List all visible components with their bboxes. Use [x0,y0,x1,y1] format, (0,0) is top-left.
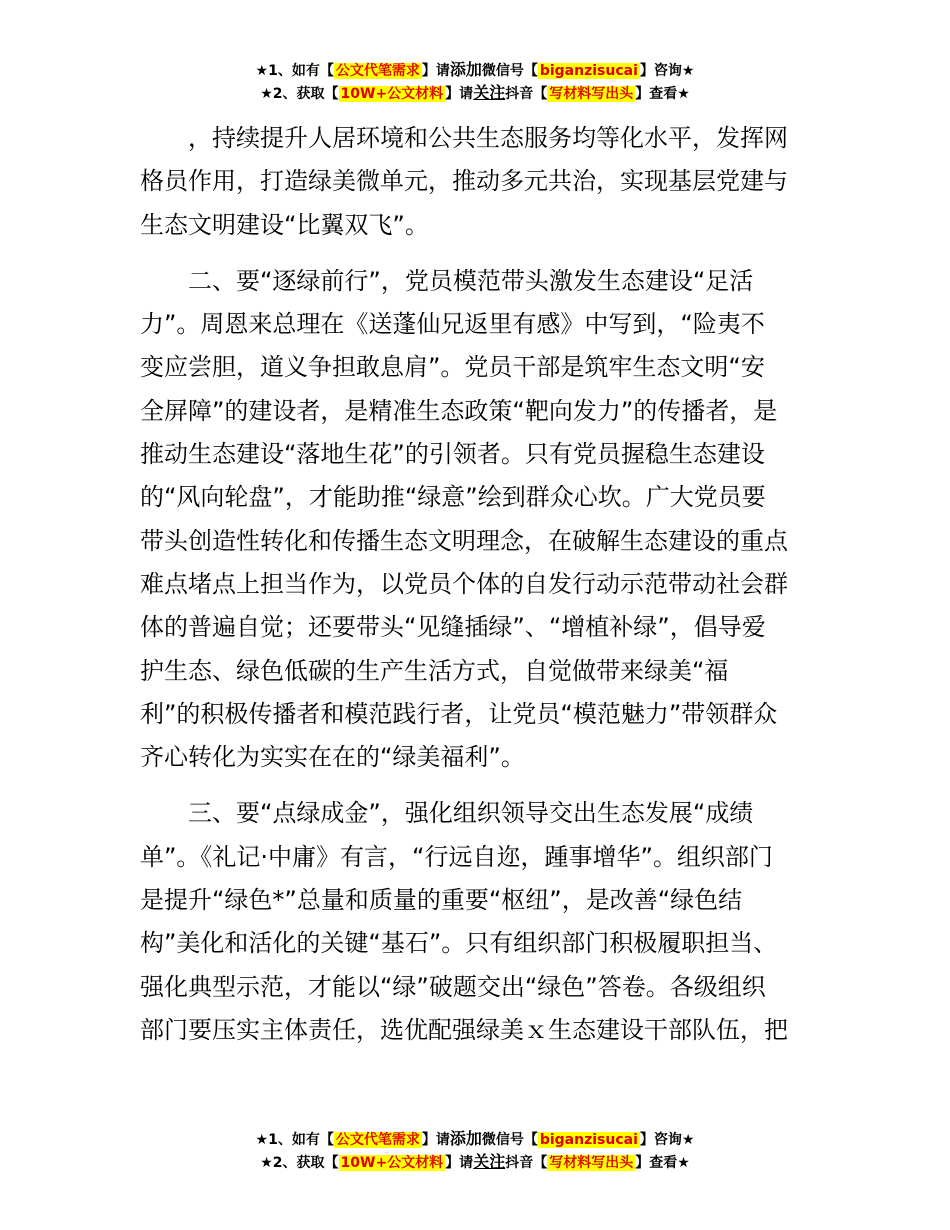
footer-text: ★2、获取【 [260,1155,339,1171]
text-line: ，持续提升人居环境和公共生态服务均等化水平，发挥网 [188,124,788,152]
highlight-wechat-id: biganzisucai [539,1132,638,1148]
paragraph-2 [140,260,812,780]
text-line: 带头创造性转化和传播生态文明理念，在破解生态建设的重点 [140,526,788,555]
header-text: 】请 [421,63,450,79]
footer-text: 抖音【 [505,1155,548,1171]
text-line: 利”的积极传播者和模范践行者，让党员“模范魅力”带领群众 [140,699,778,728]
header-text: ★2、获取【 [260,86,339,102]
footer-line-1 [0,1128,950,1151]
highlight-service: 公文代笔需求 [335,1132,420,1148]
highlight-materials: 10W+公文材料 [340,86,444,102]
document-body [140,117,812,1052]
header-text: 】咨询★ [639,63,695,79]
text-line: 二、要“逐绿前行”，党员模范带头激发生态建设“足活 [188,266,754,295]
text-line: 的“风向轮盘”，才能助推“绿意”绘到群众心坎。广大党员要 [140,483,766,512]
text-line: 是提升“绿色*”总量和质量的重要“枢纽”，是改善“绿色结 [140,886,743,915]
paragraph-3 [140,792,812,1052]
highlight-douyin: 写材料写出头 [549,1155,634,1171]
footer-text: 微信号【 [481,1132,538,1148]
text-line: 格员作用，打造绿美微单元，推动多元共治，实现基层党建与 [140,167,788,196]
text-line: 护生态、绿色低碳的生产生活方式，自觉做带来绿美“福 [140,656,729,685]
footer-banner [0,1128,950,1174]
header-emphasis: 关注 [473,83,506,102]
header-text: 】请 [445,86,474,102]
text-line: 齐心转化为实实在在的“绿美福利”。 [140,743,525,772]
header-text: 微信号【 [481,63,538,79]
header-line-2 [0,82,950,105]
text-line: 单”。《礼记·中庸》有言，“行远自迩，踵事增华”。组织部门 [140,842,773,871]
highlight-service: 公文代笔需求 [335,63,420,79]
text-line: 构”美化和活化的关键“基石”。只有组织部门积极履职担当、 [140,929,778,958]
header-text: ★1、如有【 [255,63,334,79]
text-line: 力”。周恩来总理在《送蓬仙兄返里有感》中写到，“险夷不 [140,310,765,339]
footer-text: ★1、如有【 [255,1132,334,1148]
highlight-douyin: 写材料写出头 [549,86,634,102]
footer-emphasis: 添加 [449,1129,482,1148]
header-line-1 [0,59,950,82]
footer-text: 】请 [445,1155,474,1171]
highlight-wechat-id: biganzisucai [539,63,638,79]
text-line: 全屏障”的建设者，是精准生态政策“靶向发力”的传播者，是 [140,396,778,425]
text-line: 强化典型示范，才能以“绿”破题交出“绿色”答卷。各级组织 [140,972,766,1001]
paragraph-1 [140,117,812,247]
footer-line-2 [0,1151,950,1174]
header-text: 】查看★ [635,86,690,102]
footer-text: 】请 [421,1132,450,1148]
highlight-materials: 10W+公文材料 [340,1155,444,1171]
text-line: 生态文明建设“比翼双飞”。 [140,210,429,239]
footer-text: 】查看★ [635,1155,690,1171]
text-line: 体的普遍自觉；还要带头“见缝插绿”、“增植补绿”，倡导爱 [140,613,766,642]
text-line: 变应尝胆，道义争担敢息肩”。党员干部是筑牢生态文明“安 [140,353,765,382]
footer-text: 】咨询★ [639,1132,695,1148]
text-line: 难点堵点上担当作为，以党员个体的自发行动示范带动社会群 [140,569,788,598]
text-line: 推动生态建设“落地生花”的引领者。只有党员握稳生态建设 [140,440,765,469]
header-text: 抖音【 [505,86,548,102]
header-emphasis: 添加 [449,60,482,79]
footer-emphasis: 关注 [473,1152,506,1171]
text-line: 部门要压实主体责任，选优配强绿美ｘ生态建设干部队伍，把 [140,1015,788,1044]
text-line: 三、要“点绿成金”，强化组织领导交出生态发展“成绩 [188,799,754,828]
header-banner [0,59,950,105]
